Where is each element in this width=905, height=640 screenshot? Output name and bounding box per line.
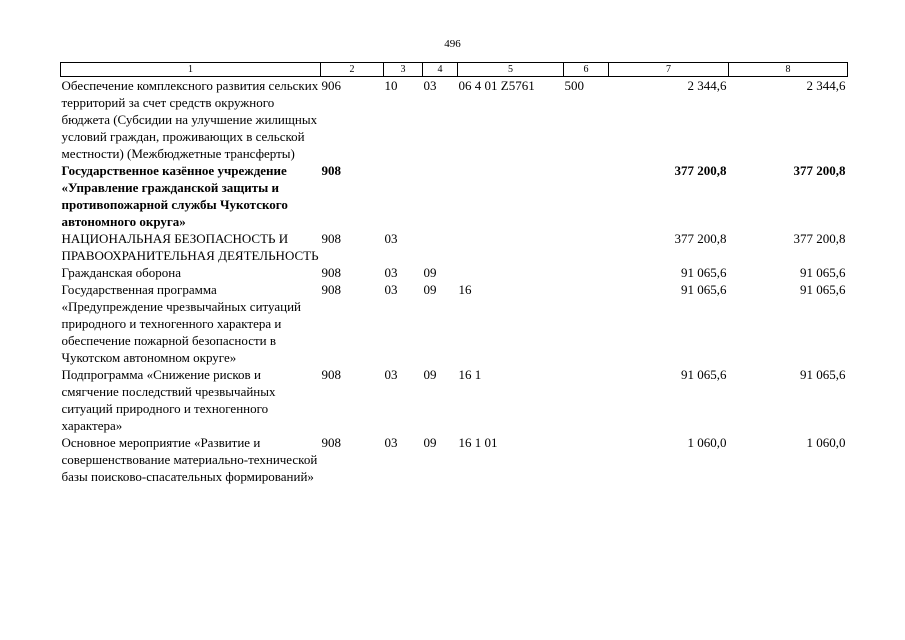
table-row [61, 162, 848, 230]
table-body [61, 77, 848, 486]
row-target-article: 06 4 01 Z5761 [458, 78, 535, 93]
row-name: Обеспечение комплексного развития сельских территорий за счет средств окружного бюджета (Субсидии на улучшение жилищных условий граждан, проживающих в сельской местности) (Межбюджетные трансферты) [61, 78, 319, 161]
row-ministry-code: 908 [321, 282, 341, 297]
row-target-article: 16 1 [458, 367, 482, 382]
row-amount-1: 91 065,6 [681, 265, 727, 280]
row-expense-type: 500 [564, 78, 584, 93]
row-amount-1: 377 200,8 [674, 231, 727, 246]
row-expense-type [564, 162, 609, 230]
row-amount-1: 1 060,0 [687, 435, 727, 450]
table-row [61, 77, 848, 163]
column-header-8: 8 [729, 63, 848, 77]
row-section-code: 03 [384, 231, 398, 246]
column-header-5: 5 [458, 63, 564, 77]
row-ministry-code: 906 [321, 78, 341, 93]
row-amount-2: 377 200,8 [793, 231, 846, 246]
row-name: Государственная программа «Предупреждение чрезвычайных ситуаций природного и техногенного характера и обеспечение пожарной безопасности в Чукотском автономном округе» [61, 282, 302, 365]
table-row [61, 230, 848, 264]
row-section-code [384, 162, 423, 230]
row-target-article [458, 230, 564, 264]
page-number: 496 [444, 38, 461, 50]
row-expense-type [564, 281, 609, 366]
row-name: Подпрограмма «Снижение рисков и смягчение последствий чрезвычайных ситуаций природного и техногенного характера» [61, 367, 276, 433]
row-subsection-code: 09 [423, 282, 437, 297]
row-ministry-code: 908 [321, 163, 341, 178]
row-target-article [458, 162, 564, 230]
row-amount-1: 377 200,8 [674, 163, 727, 178]
row-section-code: 03 [384, 282, 398, 297]
table-row [61, 264, 848, 281]
row-section-code: 03 [384, 265, 398, 280]
row-amount-2: 91 065,6 [800, 367, 846, 382]
table-header [61, 63, 848, 77]
row-name: НАЦИОНАЛЬНАЯ БЕЗОПАСНОСТЬ И ПРАВООХРАНИТЕЛЬНАЯ ДЕЯТЕЛЬНОСТЬ [61, 231, 319, 263]
column-header-7: 7 [609, 63, 729, 77]
column-header-4: 4 [423, 63, 458, 77]
row-amount-1: 2 344,6 [687, 78, 727, 93]
row-expense-type [564, 366, 609, 434]
row-section-code: 10 [384, 78, 398, 93]
row-amount-2: 1 060,0 [806, 435, 846, 450]
row-ministry-code: 908 [321, 367, 341, 382]
row-subsection-code [423, 230, 458, 264]
table-row [61, 281, 848, 366]
row-target-article: 16 [458, 282, 472, 297]
row-amount-2: 377 200,8 [793, 163, 846, 178]
column-header-6: 6 [564, 63, 609, 77]
row-amount-1: 91 065,6 [681, 282, 727, 297]
row-name: Гражданская оборона [61, 265, 182, 280]
row-amount-2: 91 065,6 [800, 282, 846, 297]
row-subsection-code: 03 [423, 78, 437, 93]
row-expense-type [564, 264, 609, 281]
row-expense-type [564, 434, 609, 485]
row-target-article: 16 1 01 [458, 435, 498, 450]
column-header-2: 2 [321, 63, 384, 77]
row-amount-2: 2 344,6 [806, 78, 846, 93]
row-name: Основное мероприятие «Развитие и совершенствование материально-технической базы поисково-спасательных формирований» [61, 435, 318, 484]
row-ministry-code: 908 [321, 231, 341, 246]
column-header-3: 3 [384, 63, 423, 77]
row-name: Государственное казённое учреждение «Управление гражданской защиты и противопожарной службы Чукотского автономного округа» [61, 163, 288, 229]
row-section-code: 03 [384, 367, 398, 382]
row-ministry-code: 908 [321, 265, 341, 280]
row-expense-type [564, 230, 609, 264]
row-target-article [458, 264, 564, 281]
row-section-code: 03 [384, 435, 398, 450]
row-subsection-code: 09 [423, 435, 437, 450]
column-header-1: 1 [61, 63, 321, 77]
table-row [61, 366, 848, 434]
row-subsection-code [423, 162, 458, 230]
row-amount-2: 91 065,6 [800, 265, 846, 280]
row-amount-1: 91 065,6 [681, 367, 727, 382]
row-ministry-code: 908 [321, 435, 341, 450]
row-subsection-code: 09 [423, 367, 437, 382]
table-row [61, 434, 848, 485]
budget-table [60, 62, 848, 485]
row-subsection-code: 09 [423, 265, 437, 280]
